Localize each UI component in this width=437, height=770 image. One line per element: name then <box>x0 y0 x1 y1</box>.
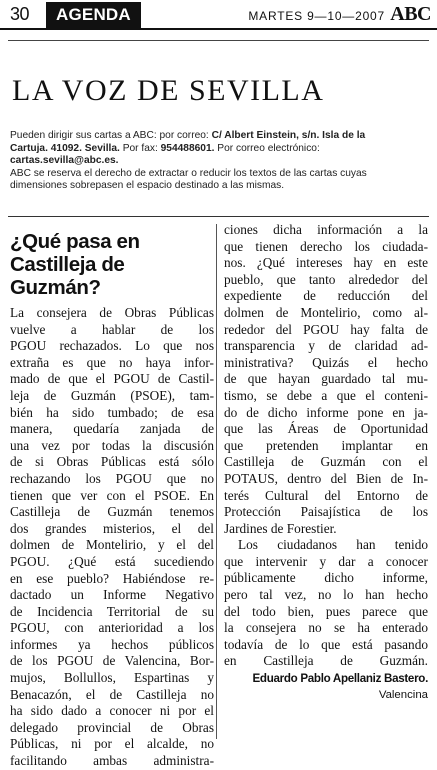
email-address: cartas.sevilla@abc.es. <box>10 155 119 166</box>
body-text-line: la consejera no se ha enterado <box>224 620 428 636</box>
body-text-line: vuelve a hablar de los <box>10 321 214 337</box>
body-text-line: que las Áreas de Oportunidad <box>224 421 428 437</box>
body-text-line: PGOU rechazados. Lo que nos <box>10 338 214 354</box>
body-text-line: dolmen de Montelirio, como al- <box>224 304 428 320</box>
top-divider <box>8 40 429 41</box>
body-text-line: ministrativa? Quizás el hecho <box>224 354 428 370</box>
body-text-line: dos grandes misterios, el del <box>10 520 214 536</box>
right-column <box>224 222 428 703</box>
body-text-line: expediente de reducción del <box>224 288 428 304</box>
column-divider <box>216 224 217 739</box>
disclaimer-line: dimensiones sobrepasen el espacio destinado a las mismas. <box>10 180 285 191</box>
body-text-line: en ese pueblo? Habiéndose re- <box>10 570 214 586</box>
body-text-line: ciones dicha información a la <box>224 222 428 237</box>
letter-signature: Eduardo Pablo Apellaniz Bastero. <box>252 672 428 686</box>
letter-body-right-paragraph-2 <box>224 537 428 670</box>
body-text-line: extraña es que no haya infor- <box>10 354 214 370</box>
body-text-line: PGOU, con anterioridad a los <box>10 620 214 636</box>
body-text-line: rechazando los PGOU que no <box>10 470 214 486</box>
body-text-line: dolmen de Montelirio, y el del <box>10 537 214 553</box>
body-text-line: Públicas, ni por el alcalde, no <box>10 736 214 752</box>
headline-line: ¿Qué pasa en <box>10 230 140 253</box>
body-text-line: todavía de lo que está pasando <box>224 636 428 652</box>
body-text-line: PGOU. ¿Qué está sucediendo <box>10 553 214 569</box>
body-text-line: que tienen derecho los ciudada- <box>224 238 428 254</box>
body-text-line: Los ciudadanos han tenido <box>238 537 428 553</box>
page-number: 30 <box>10 4 30 24</box>
newspaper-logo: ABC <box>390 3 431 25</box>
contact-line <box>10 155 427 168</box>
body-text-line: ha sido dado a conocer ni por el <box>10 703 214 719</box>
disclaimer-line: ABC se reserva el derecho de extractar o reducir los textos de las cartas cuyas <box>10 167 367 179</box>
body-text-line: una vez por todas la discusión <box>10 437 214 453</box>
publication-date: MARTES 9—10—2007 <box>248 9 385 23</box>
body-text-line: La consejera de Obras Públicas <box>10 305 214 320</box>
body-text-line: mujos, Bollullos, Espartinas y <box>10 670 214 686</box>
body-text-line: del todo bien, pues parece que <box>224 603 428 619</box>
top-bar <box>0 0 437 30</box>
letter-body-right <box>224 222 428 537</box>
section-title: LA VOZ DE SEVILLA <box>12 74 325 107</box>
body-text-line: delegado provincial de Obras <box>10 719 214 735</box>
contact-line <box>10 130 427 143</box>
contact-line <box>10 143 427 156</box>
body-text-line: transparencia y de claridad ad- <box>224 338 428 354</box>
body-text-line: pero tal vez, no lo han hecho <box>224 587 428 603</box>
contact-text: Por fax: <box>119 142 161 154</box>
contact-info <box>10 130 427 193</box>
body-text-line: pueblo, que tanto alrededor del <box>224 271 428 287</box>
body-text-line: que intervenir y dar a conocer <box>224 553 428 569</box>
body-text-line: Castilleja de Guzmán tenemos <box>10 504 214 520</box>
body-text-line: dactado un Informe Negativo <box>10 587 214 603</box>
letter-headline <box>10 230 214 299</box>
body-text-line: de los PGOU de Valencina, Bor- <box>10 653 214 669</box>
body-text-line: do de dicho informe pone en ja- <box>224 404 428 420</box>
body-text-line: Castilleja de Guzmán con el <box>224 454 428 470</box>
body-text-line: mado de que el PGOU de Castil- <box>10 371 214 387</box>
content-divider <box>8 216 429 217</box>
body-text-line: Protección Paisajística de los <box>224 504 428 520</box>
letter-body-left <box>10 305 214 770</box>
body-text-line: tismo, se debe a que el conteni- <box>224 387 428 403</box>
letter-city: Valencina <box>378 689 428 702</box>
body-text-line: informes ya hechos públicos <box>10 636 214 652</box>
section-label: AGENDA <box>46 2 141 28</box>
left-column <box>10 222 214 770</box>
postal-address: C/ Albert Einstein, s/n. Isla de la <box>211 130 366 141</box>
postal-address-city: Cartuja. 41092. Sevilla. <box>10 142 120 154</box>
body-text-line: Jardines de Forestier. <box>224 520 337 536</box>
body-text-line: manera, quedaría zanjada de <box>10 421 214 437</box>
body-text-line: públicamente dicho informe, <box>224 570 428 586</box>
body-text-line: bién ha sido tumbado; de esa <box>10 404 214 420</box>
body-text-line: en Castilleja de Guzmán. <box>224 653 428 669</box>
fax-number: 954488601. <box>160 142 215 154</box>
body-text-line: de si Obras Públicas está sólo <box>10 454 214 470</box>
body-text-line: que pretenden implantar en <box>224 437 428 453</box>
body-text-line: tienen que ver con el PSOE. En <box>10 487 214 503</box>
body-text-line: leja de Guzmán (PSOE), tam- <box>10 387 214 403</box>
body-text-line: de que hayan guardado tal mu- <box>224 371 428 387</box>
body-text-line: de Incidencia Territorial de su <box>10 603 214 619</box>
contact-text: Por correo electrónico: <box>214 142 320 154</box>
body-text-line: rededor del PGOU hay falta de <box>224 321 428 337</box>
body-text-line: POTAUS, dentro del Bien de In- <box>224 470 428 486</box>
body-text-line: Benacazón, el de Castilleja no <box>10 686 214 702</box>
headline-line: Castilleja de Guzmán? <box>10 253 125 299</box>
body-text-line: terés Cultural del Entorno de <box>224 487 428 503</box>
contact-text: Pueden dirigir sus cartas a ABC: por correo: <box>10 130 212 141</box>
body-text-line: nos. ¿Qué intereses hay en este <box>224 255 428 271</box>
body-text-line: facilitando ambas administra- <box>10 753 214 769</box>
